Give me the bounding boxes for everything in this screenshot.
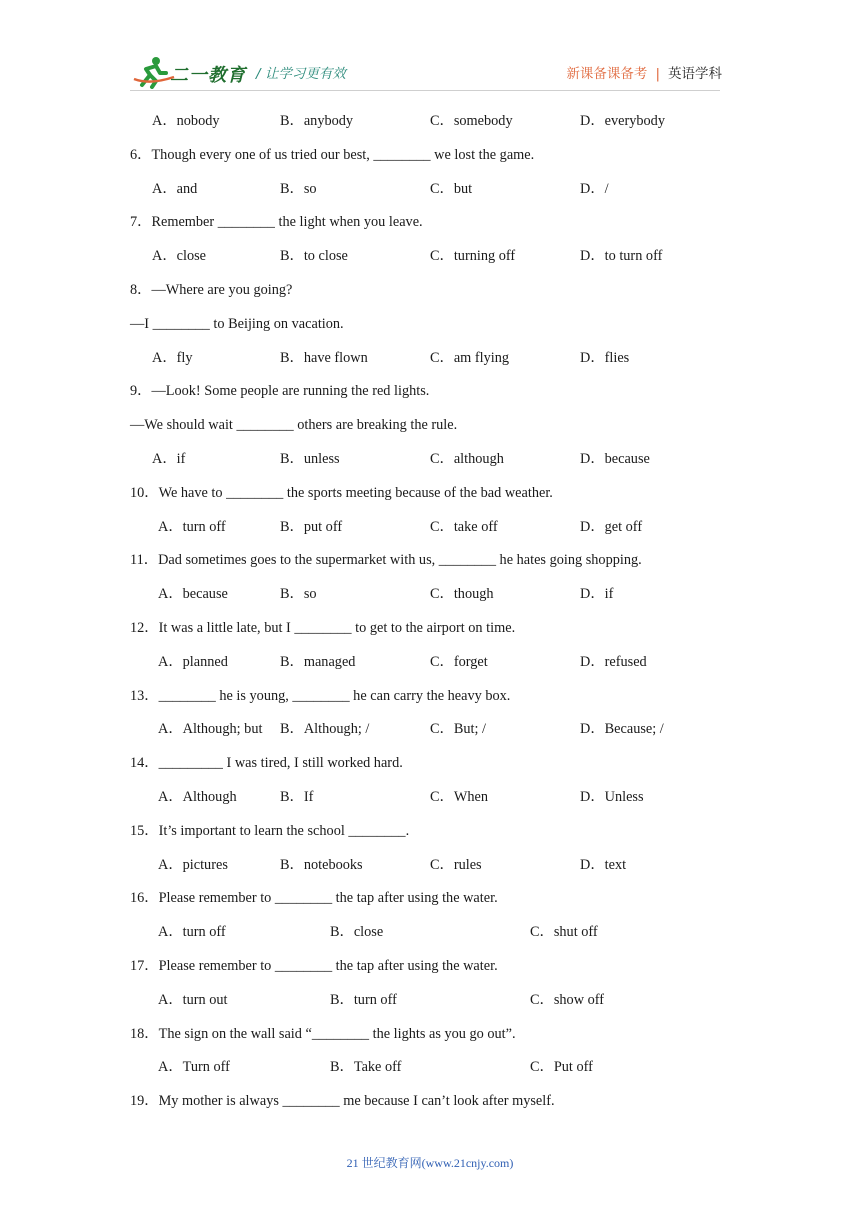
answer-option: A．planned: [158, 653, 228, 670]
question-text: 6．Though every one of us tried our best, ________ we lost the game.: [130, 146, 535, 163]
answer-option: C．somebody: [430, 113, 513, 129]
answer-option: B．turn off: [330, 991, 397, 1008]
answer-option: A．Turn off: [158, 1059, 230, 1076]
answer-option: C．When: [430, 789, 488, 805]
answer-option: A．fly: [152, 349, 193, 366]
answer-option: C．shut off: [530, 924, 598, 941]
question-text: 16．Please remember to ________ the tap after using the water.: [130, 890, 498, 907]
answer-option: C．rules: [430, 856, 482, 873]
header-subject: 英语学科: [668, 66, 722, 82]
answer-option: A．turn off: [158, 518, 226, 535]
answer-option: C．Put off: [530, 1059, 593, 1076]
answer-option: A．and: [152, 180, 198, 197]
answer-option: A．close: [152, 248, 206, 265]
question-text: 7．Remember ________ the light when you leave.: [130, 214, 423, 231]
header-divider: [130, 90, 720, 91]
answer-option: C．although: [430, 451, 504, 467]
answer-option: A．turn out: [158, 991, 228, 1008]
answer-option: D．everybody: [580, 113, 665, 129]
answer-option: B．notebooks: [280, 856, 363, 873]
answer-option: C．show off: [530, 991, 605, 1008]
question-reply: —I ________ to Beijing on vacation.: [130, 315, 344, 332]
question-text: 17．Please remember to ________ the tap after using the water.: [130, 958, 498, 974]
answer-option: B．unless: [280, 451, 340, 467]
question-text: 11．Dad sometimes goes to the supermarket with us, ________ he hates going shopping.: [130, 552, 642, 569]
answer-option: B．If: [280, 789, 314, 805]
answer-option: B．close: [330, 924, 384, 941]
answer-option: B．so: [280, 180, 317, 197]
answer-option: D．to turn off: [580, 248, 663, 265]
answer-option: C．forget: [430, 653, 488, 670]
answer-option: D．Because; /: [580, 721, 664, 738]
question-reply: —We should wait ________ others are breaking the rule.: [130, 417, 458, 434]
answer-option: B．put off: [280, 518, 343, 535]
logo-text: 二一教育: [170, 65, 246, 86]
answer-option: B．to close: [280, 248, 348, 265]
question-text: 19．My mother is always ________ me because I can’t look after myself.: [130, 1093, 555, 1110]
answer-option: B．so: [280, 586, 317, 603]
answer-option: D．refused: [580, 653, 647, 670]
answer-option: B．have flown: [280, 349, 368, 366]
question-text: 15．It’s important to learn the school ________.: [130, 822, 410, 839]
answer-option: C．take off: [430, 518, 498, 535]
answer-option: D．/: [580, 180, 609, 197]
question-text: 9．—Look! Some people are running the red lights.: [130, 383, 430, 400]
question-text: 14．_________ I was tired, I still worked hard.: [130, 755, 403, 772]
answer-option: B．Take off: [330, 1059, 402, 1076]
question-text: 10．We have to ________ the sports meeting because of the bad weather.: [130, 484, 553, 501]
answer-option: D．Unless: [580, 789, 644, 805]
answer-option: C．though: [430, 586, 494, 603]
question-text: 12．It was a little late, but I ________ to get to the airport on time.: [130, 620, 516, 636]
logo: [130, 55, 248, 89]
header-separator: |: [655, 66, 660, 82]
answer-option: C．turning off: [430, 248, 516, 265]
answer-option: A．pictures: [158, 856, 228, 873]
answer-option: B．Although; /: [280, 721, 370, 738]
answer-option: B．managed: [280, 653, 356, 670]
footer: 21 世纪教育网(www.21cnjy.com): [346, 1156, 514, 1170]
page-header: [130, 55, 730, 91]
answer-option: A．Although: [158, 789, 237, 805]
answer-option: A．because: [158, 586, 228, 603]
answer-option: C．am flying: [430, 349, 510, 366]
header-right: [566, 62, 722, 82]
question-text: 13．________ he is young, ________ he can carry the heavy box.: [130, 687, 511, 704]
answer-option: D．if: [580, 586, 614, 603]
answer-option: D．text: [580, 856, 627, 873]
answer-option: A．turn off: [158, 924, 226, 941]
answer-option: A．Although; but: [158, 721, 263, 738]
question-text: 8．—Where are you going?: [130, 282, 293, 298]
answer-option: A．if: [152, 451, 186, 467]
answer-option: D．get off: [580, 518, 643, 535]
slogan: / 让学习更有效: [256, 66, 346, 82]
answer-option: C．but: [430, 180, 473, 197]
answer-option: B．anybody: [280, 113, 354, 129]
answer-option: A．nobody: [152, 113, 220, 129]
answer-option: C．But; /: [430, 721, 487, 738]
question-text: 18．The sign on the wall said “________ the lights as you go out”.: [130, 1025, 516, 1042]
answer-option: D．flies: [580, 349, 630, 366]
answer-option: D．because: [580, 451, 650, 467]
header-tag: 新课备课备考: [566, 66, 648, 82]
